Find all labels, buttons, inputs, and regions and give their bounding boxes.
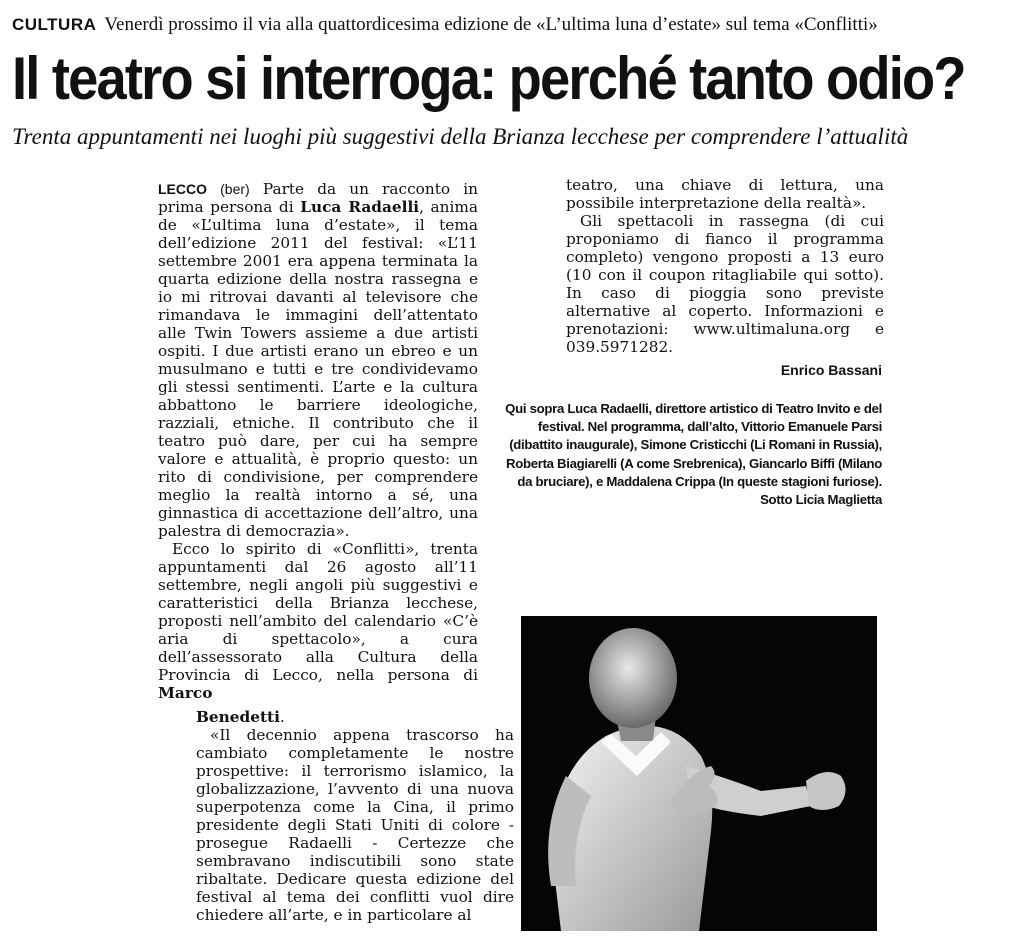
photo-caption: Qui sopra Luca Radaelli, direttore artistico di Teatro Invito e del festival. Nel programma, dall’alto, Vittorio Emanuele Parsi (dibattito inaugurale), Simone Cristicchi (Li Romani in Russia), Roberta Biagiarelli (A come Srebrenica), Giancarlo Biffi (Milano da bruciare), e Maddalena Crippa (In queste stagioni furiose). Sotto Licia Maglietta — [505, 401, 882, 508]
kicker-text: Venerdì prossimo il via alla quattordicesima edizione de «L’ultima luna d’estate» sul tema «Conflitti» — [104, 14, 878, 35]
person-name: Luca Radaelli — [300, 198, 420, 216]
performer-silhouette — [521, 616, 877, 931]
subheadline: Trenta appuntamenti nei luoghi più suggestivi della Brianza lecchese per comprendere l’attualità — [12, 124, 909, 149]
person-name: Benedetti — [196, 708, 280, 726]
article-column-3 — [566, 176, 884, 356]
section-tag: CULTURA — [12, 15, 97, 34]
paragraph-text: . — [279, 708, 285, 726]
paragraph-text: Parte da un racconto in prima persona di — [158, 180, 478, 216]
paragraph-2-continued — [196, 708, 514, 726]
paragraph-3: «Il decennio appena trascorso ha cambiato completamente le nostre prospettive: il terrorismo islamico, la globalizzazione, l’avvento di una nuova superpotenza come la Cina, il primo presidente degli Stati Uniti di colore - prosegue Radaelli - Certezze che sembravano indiscutibili sono state ribaltate. Dedicare questa edizione del festival al tema dei conflitti vuol dire chiedere all’arte, e in particolare al — [196, 726, 514, 924]
paragraph-4: Gli spettacoli in rassegna (di cui proponiamo di fianco il programma completo) vengono proposti a 13 euro (10 con il coupon ritagliabile qui sotto). In caso di pioggia sono previste alternative al coperto. Informazioni e prenotazioni: www.ultimaluna.org e 039.5971282. — [566, 212, 884, 356]
person-name: Marco — [158, 684, 213, 702]
article-column-2 — [196, 708, 514, 924]
paragraph-1 — [158, 180, 478, 540]
paragraph-text: Ecco lo spirito di «Conflitti», trenta appuntamenti dal 26 agosto all’11 settembre, negli angoli più suggestivi e caratteristici della Brianza lecchese, proposti nell’ambito del calendario «C’è aria di spettacolo», a cura dell’assessorato alla Cultura della Provincia di Lecco, nella persona di — [158, 540, 478, 684]
article-column-1 — [158, 180, 478, 702]
paragraph-2 — [158, 540, 478, 702]
paragraph-text: , anima de «L’ultima luna d’estate», il tema dell’edizione 2011 del festival: «L’11 settembre 2001 era appena terminata la quarta edizione della nostra rassegna e io mi ritrovai davanti al televisore che rimandava le immagini dell’attentato alle Twin Towers assieme a due artisti ospiti. I due artisti erano un ebreo e un musulmano e tutti e tre condividevamo gli stessi sentimenti. L’arte e la cultura abbattono le barriere ideologiche, razziali, etniche. Il contributo che il teatro può dare, per cui ha sempre valore e attualità, è proprio questo: un rito di condivisione, per comprendere meglio la realtà intorno a sé, una ginnastica di accettazione dell’altro, una palestra di democrazia». — [158, 198, 478, 540]
kicker — [12, 14, 878, 36]
photo-luca-radaelli — [521, 616, 877, 931]
byline: Enrico Bassani — [780, 362, 882, 378]
author-tag: (ber) — [220, 181, 250, 197]
paragraph-3-continued: teatro, una chiave di lettura, una possibile interpretazione della realtà». — [566, 176, 884, 212]
dateline-city: LECCO — [158, 181, 207, 197]
headline: Il teatro si interroga: perché tanto odio? — [12, 45, 965, 112]
